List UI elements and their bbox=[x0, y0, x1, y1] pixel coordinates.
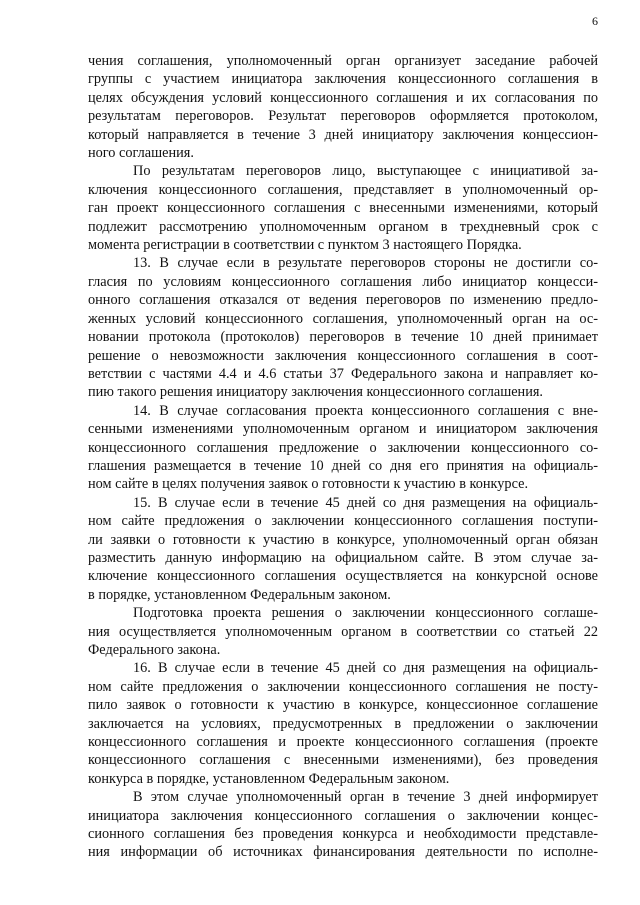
text-line: ния осуществляется уполномоченным органом в соответствии со статьей 22 bbox=[88, 623, 598, 640]
text-line: пию такого решения инициатору заключения концессионного соглашения. bbox=[88, 384, 544, 401]
paragraph bbox=[88, 788, 598, 862]
text-line: в порядке, установленном Федеральным законом. bbox=[88, 586, 391, 603]
text-line: ного соглашения. bbox=[88, 145, 194, 162]
text-line: целях обсуждения условий концессионного соглашения и их согласования по bbox=[88, 89, 598, 106]
text-line: В этом случае уполномоченный орган в течение 3 дней информирует bbox=[133, 789, 598, 806]
paragraph bbox=[88, 162, 598, 254]
text-line: разместить данную информацию на официальном сайте. В этом случае за- bbox=[88, 549, 598, 566]
text-line: сенными изменениями уполномоченным органом и инициатором заключения bbox=[88, 421, 598, 438]
text-line: заключается на условиях, предусмотренных в предложении о заключении bbox=[88, 715, 598, 732]
text-line: результатам переговоров. Результат переговоров оформляется протоколом, bbox=[88, 108, 598, 125]
text-line: Подготовка проекта решения о заключении концессионного соглаше- bbox=[133, 605, 598, 622]
document-body bbox=[88, 52, 598, 862]
paragraph bbox=[88, 659, 598, 788]
text-line: ган проект концессионного соглашения с внесенными изменениями, который bbox=[88, 200, 598, 217]
text-line: группы с участием инициатора заключения концессионного соглашения в bbox=[88, 71, 598, 88]
text-line: момента регистрации в соответствии с пунктом 3 настоящего Порядка. bbox=[88, 237, 522, 254]
text-line: решение о невозможности заключения концессионного соглашения в соот- bbox=[88, 347, 598, 364]
text-line: ном сайте предложения о заключении концессионного соглашения не посту- bbox=[88, 678, 598, 695]
text-line: ключение концессионного соглашения осуществляется на конкурсной основе bbox=[88, 568, 598, 585]
text-line: чения соглашения, уполномоченный орган организует заседание рабочей bbox=[88, 53, 598, 69]
text-line: подлежит рассмотрению уполномоченным органом в трехдневный срок с bbox=[88, 218, 598, 235]
text-line: ветствии с частями 4.4 и 4.6 статьи 37 Федерального закона и направляет ко- bbox=[88, 365, 598, 382]
page-number: 6 bbox=[592, 14, 598, 28]
paragraph bbox=[88, 254, 598, 401]
text-line: онного соглашения отказался от ведения переговоров по изменению предло- bbox=[88, 292, 598, 309]
text-line: концессионного соглашения и проекте концессионного соглашения (проекте bbox=[88, 734, 598, 751]
text-line: ния информации об источниках финансирования деятельности по исполне- bbox=[88, 844, 598, 861]
text-line: пило заявок о готовности к участию в конкурсе, концессионное соглашение bbox=[88, 697, 598, 714]
text-line: 14. В случае согласования проекта концессионного соглашения с вне- bbox=[133, 402, 598, 419]
text-line: новании протокола (протоколов) переговоров в течение 10 дней принимает bbox=[88, 329, 598, 346]
text-line: который направляется в течение 3 дней инициатору заключения концессион- bbox=[88, 126, 598, 143]
text-line: 15. В случае если в течение 45 дней со дня размещения на официаль- bbox=[133, 494, 598, 511]
text-line: конкурса в порядке, установленном Федеральным законом. bbox=[88, 770, 450, 787]
text-line: женных условий концессионного соглашения, уполномоченный орган на ос- bbox=[88, 310, 598, 327]
text-line: концессионного соглашения предложение о заключении концессионного со- bbox=[88, 439, 598, 456]
text-line: Федерального закона. bbox=[88, 642, 221, 658]
text-line: 16. В случае если в течение 45 дней со дня размещения на официаль- bbox=[133, 660, 598, 677]
text-line: концессионного соглашения с внесенными изменениями), без проведения bbox=[88, 752, 598, 769]
text-line: ключения концессионного соглашения, представляет в уполномоченный ор- bbox=[88, 181, 598, 198]
text-line: инициатора заключения концессионного соглашения о заключении концес- bbox=[88, 807, 598, 824]
text-line: ли заявки о готовности к участию в конкурсе, уполномоченный орган обязан bbox=[88, 531, 598, 548]
paragraph bbox=[88, 52, 598, 162]
paragraph bbox=[88, 402, 598, 494]
text-line: 13. В случае если в результате переговоров стороны не достигли со- bbox=[133, 255, 598, 272]
paragraph bbox=[88, 604, 598, 659]
text-line: ном сайте предложения о заключении концессионного соглашения поступи- bbox=[88, 513, 598, 530]
text-line: гласия по условиям концессионного соглашения либо инициатор концесси- bbox=[88, 273, 598, 290]
text-line: сионного соглашения без проведения конкурса и необходимости представле- bbox=[88, 826, 598, 843]
paragraph bbox=[88, 494, 598, 604]
text-line: По результатам переговоров лицо, выступающее с инициативой за- bbox=[133, 163, 598, 180]
text-line: ном сайте в целях получения заявок о готовности к участию в конкурсе. bbox=[88, 476, 529, 493]
text-line: глашения размещается в течение 10 дней со дня его принятия на официаль- bbox=[88, 457, 598, 474]
